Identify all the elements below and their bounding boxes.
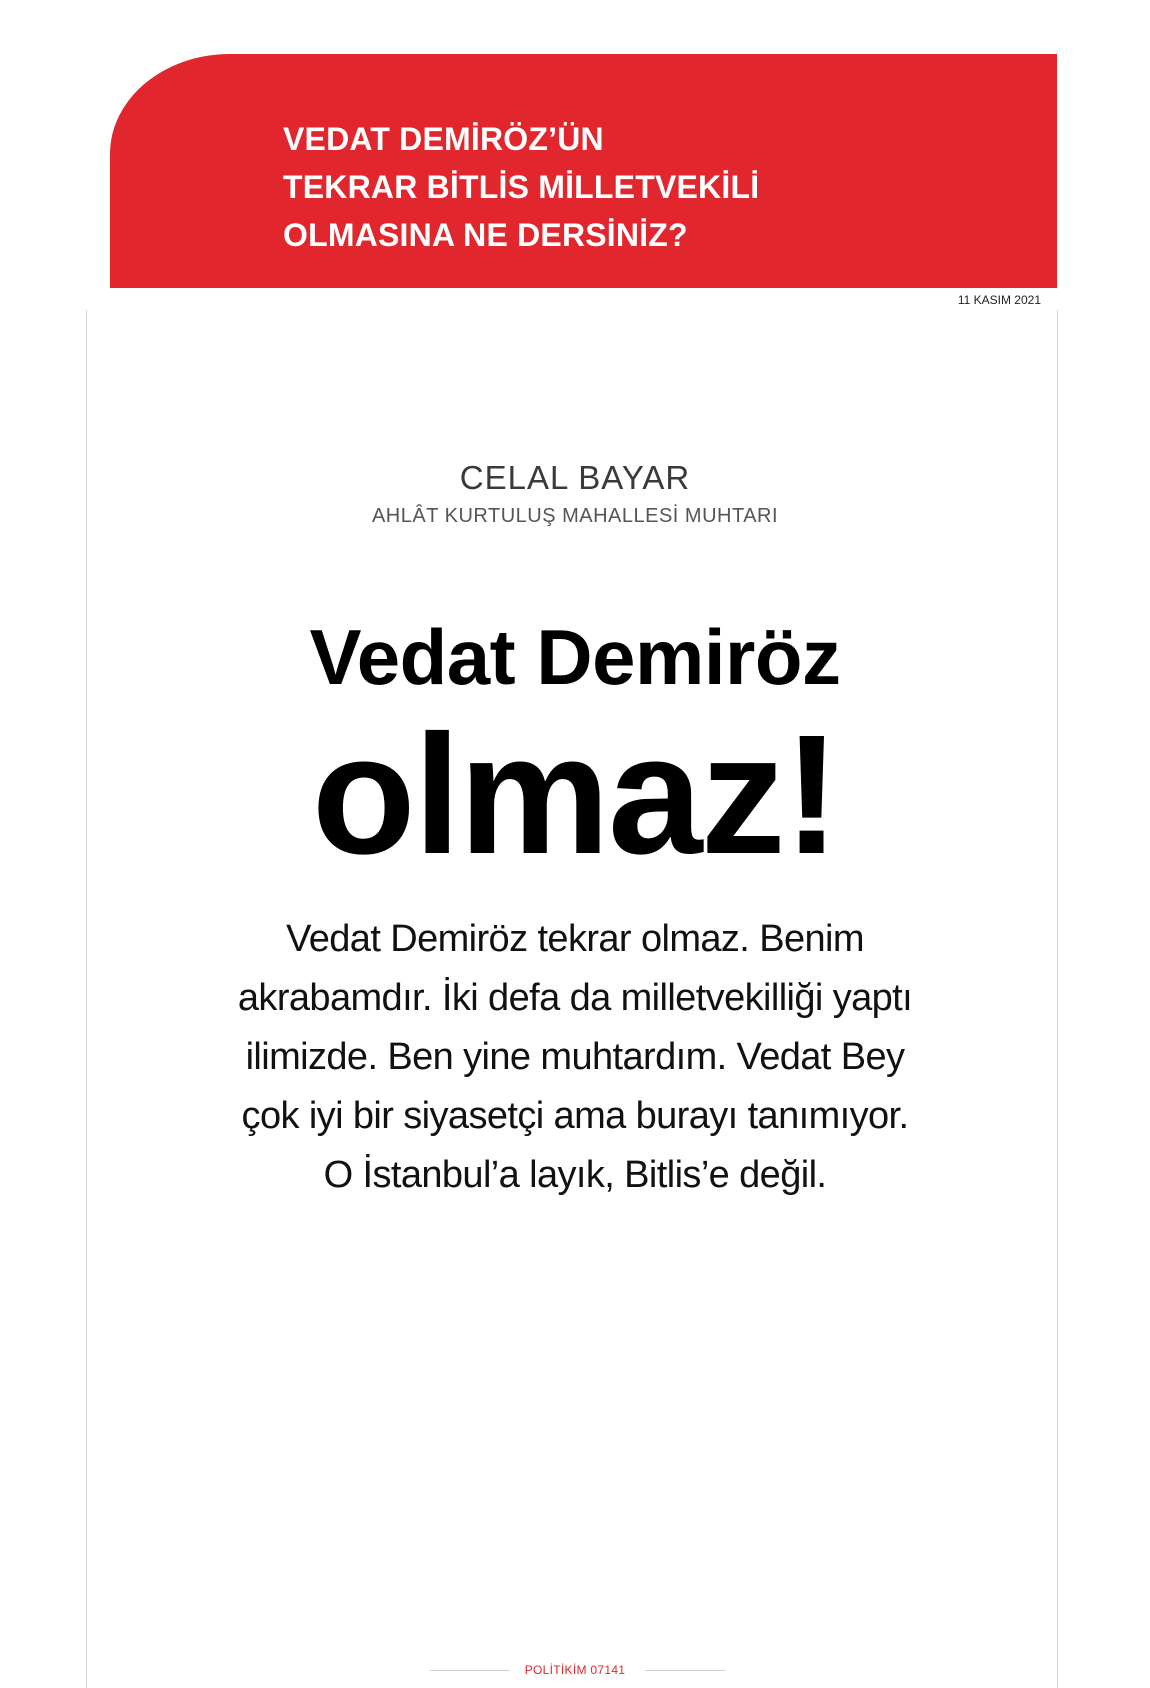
author-role: AHLÂT KURTULUŞ MAHALLESİ MUHTARI (371, 505, 779, 527)
issue-date: 11 KASIM 2021 (957, 293, 1041, 307)
question-title-line: VEDAT DEMİRÖZ’ÜN (283, 121, 604, 157)
headline-line-1: Vedat Demiröz (309, 613, 841, 701)
quote-line: akrabamdır. İki defa da milletvekilliği yaptı (237, 977, 913, 1019)
footer-divider-right (645, 1670, 725, 1671)
question-title-line: OLMASINA NE DERSİNİZ? (283, 217, 688, 253)
question-title (283, 115, 1003, 259)
headline-line-2: olmaz! (311, 700, 839, 890)
page-footer (0, 1661, 1150, 1681)
question-title-line: TEKRAR BİTLİS MİLLETVEKİLİ (283, 169, 760, 205)
author-name: CELAL BAYAR (459, 459, 691, 496)
quote-body (175, 910, 975, 1205)
quote-line: çok iyi bir siyasetçi ama burayı tanımıyor. (241, 1095, 909, 1137)
quote-line: ilimizde. Ben yine muhtardım. Vedat Bey (245, 1036, 905, 1078)
quote-line: O İstanbul’a layık, Bitlis’e değil. (323, 1154, 827, 1196)
quote-line: Vedat Demiröz tekrar olmaz. Benim (286, 918, 864, 960)
footer-label: POLİTİKİM 07141 (524, 1663, 626, 1677)
